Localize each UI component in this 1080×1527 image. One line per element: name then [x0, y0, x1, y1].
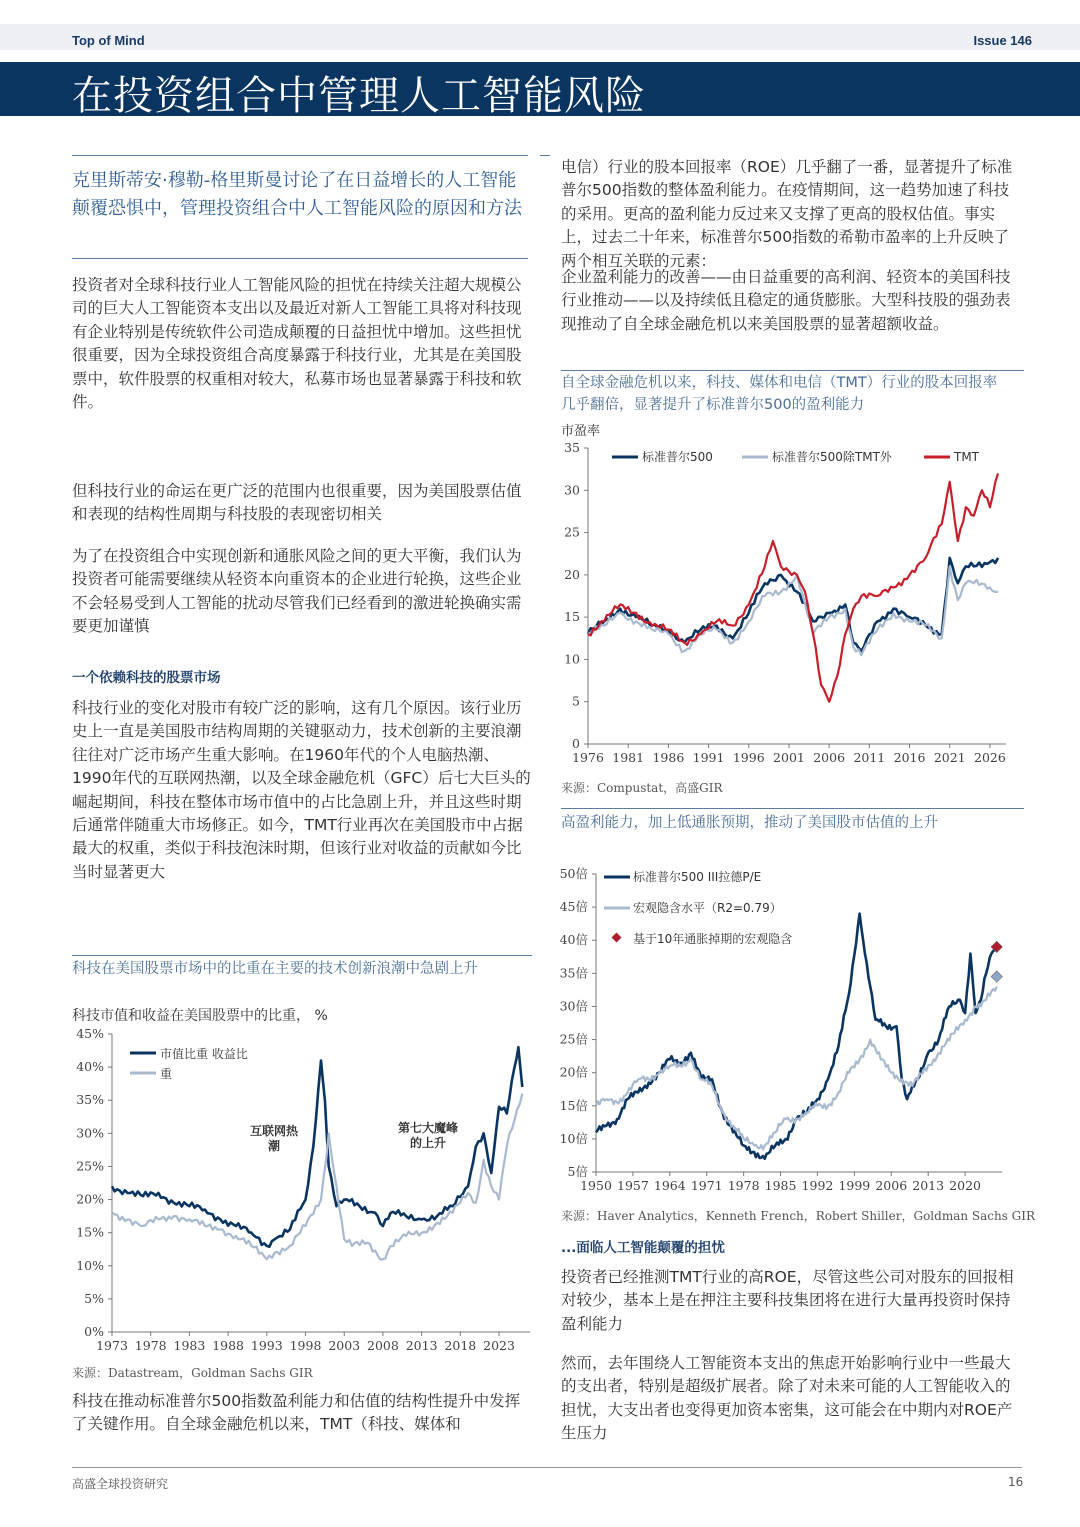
page-number: 16 — [1008, 1475, 1024, 1489]
chart3-caption: 高盈利能力，加上低通胀预期，推动了美国股市估值的上升 — [561, 815, 938, 831]
chart1-annotation-mag7: 的上升 — [409, 1136, 447, 1150]
chart1-y-tick-label: 20% — [76, 1191, 104, 1207]
publication-name: Top of Mind — [72, 33, 145, 48]
chart2-series-1 — [588, 566, 998, 655]
chart1-x-tick-label: 2003 — [328, 1338, 361, 1353]
chart1-legend-label-1: 重 — [160, 1067, 173, 1081]
chart3-y-tick-label: 45倍 — [559, 899, 588, 915]
chart3-series-1 — [596, 987, 997, 1150]
left-paragraph-1: 投资者对全球科技行业人工智能风险的担忧在持续关注超大规模公司的巨大人工智能资本支出以及最近对新人工智能工具将对科技现有企业特别是传统软件公司造成颠覆的日益担忧中增加。这些担忧很重要，因为全球投资组合高度暴露于科技行业，尤其是在美国股票中，软件股票的权重相对较大，私募市场也显著暴露于科技和软件。 — [72, 276, 522, 412]
chart3-plot — [550, 862, 1026, 1202]
chart2-y-tick-label: 25 — [564, 524, 580, 540]
chart1-x-tick-label: 1988 — [212, 1338, 245, 1353]
chart3-x-tick-label: 1985 — [764, 1178, 797, 1193]
chart2-y-tick-label: 5 — [572, 693, 580, 709]
chart2-x-tick-label: 1996 — [732, 750, 765, 765]
chart3-y-tick-label: 20倍 — [559, 1064, 588, 1080]
chart1-x-tick-label: 1998 — [289, 1338, 322, 1353]
chart2-rule — [561, 370, 1024, 371]
chart2-y-tick-label: 0 — [572, 736, 580, 751]
chart2-legend-label-1: 标准普尔500除TMT外 — [772, 450, 892, 464]
chart3-series-0 — [596, 914, 997, 1159]
chart1-y-tick-label: 5% — [84, 1290, 104, 1306]
section-heading-2: ...面临人工智能颠覆的担忧 — [561, 1240, 725, 1256]
chart1-annotation-internet: 潮 — [267, 1139, 281, 1153]
chart1-title: 科技市值和收益在美国股票中的比重， % — [72, 1008, 328, 1024]
chart3-y-tick-label: 50倍 — [559, 866, 588, 881]
chart1-x-tick-label: 1973 — [96, 1338, 128, 1353]
chart2-x-tick-label: 1981 — [612, 750, 645, 765]
chart3-legend-swatch-2 — [612, 933, 622, 943]
lede-rule-top — [72, 155, 528, 156]
chart3-legend-label-1: 宏观隐含水平（R2=0.79） — [633, 901, 782, 915]
chart3-source: 来源：Haver Analytics，Kenneth French，Robert Shiller，Goldman Sachs GIR — [561, 1209, 1036, 1223]
right-paragraph-1: 电信）行业的股本回报率（ROE）几乎翻了一番，显著提升了标准普尔500指数的整体盈利能力。在疫情期间，这一趋势加速了科技的采用。更高的盈利能力反过来又支撑了更高的股权估值。事实上，过去二十年来，标准普尔500指数的希勒市盈率的上升反映了两个相互关联的元素： — [561, 158, 1013, 270]
chart1-x-tick-label: 2023 — [483, 1338, 515, 1353]
chart1-x-tick-label: 1983 — [173, 1338, 206, 1353]
lede-text: 克里斯蒂安·穆勒-格里斯曼讨论了在日益增长的人工智能颠覆恐惧中，管理投资组合中人工智能风险的原因和方法 — [72, 170, 522, 219]
chart2-source: 来源：Compustat，高盛GIR — [561, 781, 723, 795]
issue-number: Issue 146 — [973, 33, 1032, 48]
chart1-y-tick-label: 10% — [76, 1257, 104, 1273]
chart3-y-tick-label: 30倍 — [559, 998, 588, 1014]
chart2-x-tick-label: 2021 — [933, 750, 966, 765]
chart2-caption: 自全球金融危机以来，科技、媒体和电信（TMT）行业的股本回报率几乎翻倍，显著提升了标准普尔500的盈利能力 — [561, 375, 998, 413]
chart2-x-tick-label: 2026 — [974, 750, 1006, 765]
chart3-y-tick-label: 40倍 — [559, 932, 588, 948]
chart1-y-tick-label: 15% — [76, 1224, 104, 1240]
chart1-x-tick-label: 2013 — [405, 1338, 438, 1353]
chart1-x-tick-label: 1978 — [134, 1338, 167, 1353]
chart1-x-tick-label: 2018 — [444, 1338, 477, 1353]
chart1-rule — [72, 955, 532, 956]
chart2-legend-label-2: TMT — [954, 450, 980, 464]
chart3-x-tick-label: 1992 — [801, 1178, 834, 1193]
top-bar — [0, 24, 1080, 50]
left-paragraph-3: 为了在投资组合中实现创新和通胀风险之间的更大平衡，我们认为投资者可能需要继续从轻资本向重资本的企业进行轮换，这些企业不会轻易受到人工智能的扰动尽管我们已经看到的激进轮换确实需要更加谨慎 — [72, 547, 522, 636]
chart1-y-tick-label: 40% — [76, 1059, 104, 1075]
chart2-x-tick-label: 2011 — [853, 750, 886, 765]
chart3-x-tick-label: 2013 — [912, 1178, 945, 1193]
chart1-annotation-internet: 互联网热 — [249, 1124, 299, 1138]
chart2-x-tick-label: 1991 — [692, 750, 725, 765]
chart1-y-tick-label: 35% — [76, 1092, 104, 1108]
chart3-y-tick-label: 5倍 — [567, 1164, 588, 1179]
chart1-y-tick-label: 45% — [76, 1026, 104, 1041]
chart2-y-tick-label: 10 — [564, 651, 580, 667]
chart3-y-tick-label: 35倍 — [559, 965, 588, 981]
chart2-x-tick-label: 2006 — [813, 750, 846, 765]
left-paragraph-4: 科技行业的变化对股市有较广泛的影响，这有几个原因。该行业历史上一直是美国股市结构周期的关键驱动力，技术创新的主要浪潮往往对广泛市场产生重大影响。在1960年代的个人电脑热潮、1990年代的互联网热潮，以及全球金融危机（GFC）后七大巨头的崛起期间，科技在整体市场市值中的占比急剧上升，并且这些时期后通常伴随重大市场修正。如今，TMT行业再次在美国股市中占据最大的权重，类似于科技泡沫时期，但该行业对收益的贡献如今比当时显著更大 — [72, 699, 531, 881]
chart2-series-0 — [588, 558, 998, 651]
chart2-x-tick-label: 1976 — [572, 750, 604, 765]
right-paragraph-4: 然而，去年围绕人工智能资本支出的焦虑开始影响行业中一些最大的支出者，特别是超级扩展者。除了对未来可能的人工智能收入的担忧，大支出者也变得更加资本密集，这可能会在中期内对ROE产生压力 — [561, 1354, 1013, 1443]
chart3-x-tick-label: 1999 — [838, 1178, 871, 1193]
chart1-annotation-mag7: 第七大魔峰 — [397, 1121, 459, 1135]
footer-rule — [72, 1467, 1022, 1468]
chart1-plot — [72, 1020, 542, 1360]
chart3-x-tick-label: 1950 — [580, 1178, 612, 1193]
chart1-legend-label-0: 市值比重 收益比 — [160, 1047, 248, 1061]
chart3-rule — [561, 808, 1024, 809]
chart2-ylabel: 市盈率 — [561, 424, 601, 439]
chart3-marker-1 — [991, 971, 1002, 982]
chart3-y-tick-label: 15倍 — [559, 1097, 588, 1113]
chart3-y-tick-label: 25倍 — [559, 1031, 588, 1047]
chart2-legend-label-0: 标准普尔500 — [642, 450, 713, 464]
left-paragraph-2: 但科技行业的命运在更广泛的范围内也很重要，因为美国股票估值和表现的结构性周期与科技股的表现密切相关 — [72, 482, 522, 524]
chart3-x-tick-label: 2020 — [949, 1178, 981, 1193]
chart3-x-tick-label: 1971 — [690, 1178, 723, 1193]
chart3-x-tick-label: 1978 — [727, 1178, 760, 1193]
right-paragraph-3: 投资者已经推测TMT行业的高ROE，尽管这些公司对股东的回报相对较少，基本上是在押注主要科技集团将在进行大量再投资时保持盈利能力 — [561, 1268, 1014, 1333]
chart1-x-tick-label: 1993 — [250, 1338, 283, 1353]
chart3-x-tick-label: 2006 — [875, 1178, 908, 1193]
chart1-y-tick-label: 30% — [76, 1125, 104, 1141]
right-paragraph-2: 企业盈利能力的改善——由日益重要的高利润、轻资本的美国科技行业推动——以及持续低且稳定的通货膨胀。大型科技股的强劲表现推动了自全球金融危机以来美国股票的显著超额收益。 — [561, 268, 1011, 333]
chart1-caption: 科技在美国股票市场中的比重在主要的技术创新浪潮中急剧上升 — [72, 961, 478, 977]
chart2-y-tick-label: 20 — [564, 566, 580, 582]
footer-publisher: 高盛全球投资研究 — [72, 1477, 169, 1491]
chart2-x-tick-label: 2016 — [893, 750, 926, 765]
chart2-y-tick-label: 15 — [564, 609, 580, 625]
chart2-x-tick-label: 2001 — [773, 750, 805, 765]
chart2-x-tick-label: 1986 — [652, 750, 685, 765]
chart1-x-tick-label: 2008 — [367, 1338, 399, 1353]
left-paragraph-5: 科技在推动标准普尔500指数盈利能力和估值的结构性提升中发挥了关键作用。自全球金融危机以来，TMT（科技、媒体和 — [72, 1392, 521, 1434]
chart2-plot — [556, 436, 1026, 772]
chart3-x-tick-label: 1957 — [617, 1178, 649, 1193]
chart3-y-tick-label: 10倍 — [559, 1130, 588, 1146]
chart3-x-tick-label: 1964 — [653, 1178, 686, 1193]
chart3-legend-label-2: 基于10年通胀掉期的宏观隐含 — [633, 932, 793, 946]
chart3-legend-label-0: 标准普尔500 III拉德P/E — [633, 870, 762, 884]
section-heading-1: 一个依赖科技的股票市场 — [72, 670, 221, 686]
lede-rule-bottom — [72, 258, 528, 259]
chart1-y-tick-label: 25% — [76, 1158, 104, 1174]
chart1-source: 来源：Datastream，Goldman Sachs GIR — [72, 1366, 313, 1380]
chart2-y-tick-label: 35 — [564, 440, 580, 455]
page-title: 在投资组合中管理人工智能风险 — [72, 73, 646, 119]
right-rule-top — [540, 155, 550, 156]
chart1-y-tick-label: 0% — [84, 1324, 104, 1339]
chart2-y-tick-label: 30 — [564, 482, 580, 498]
